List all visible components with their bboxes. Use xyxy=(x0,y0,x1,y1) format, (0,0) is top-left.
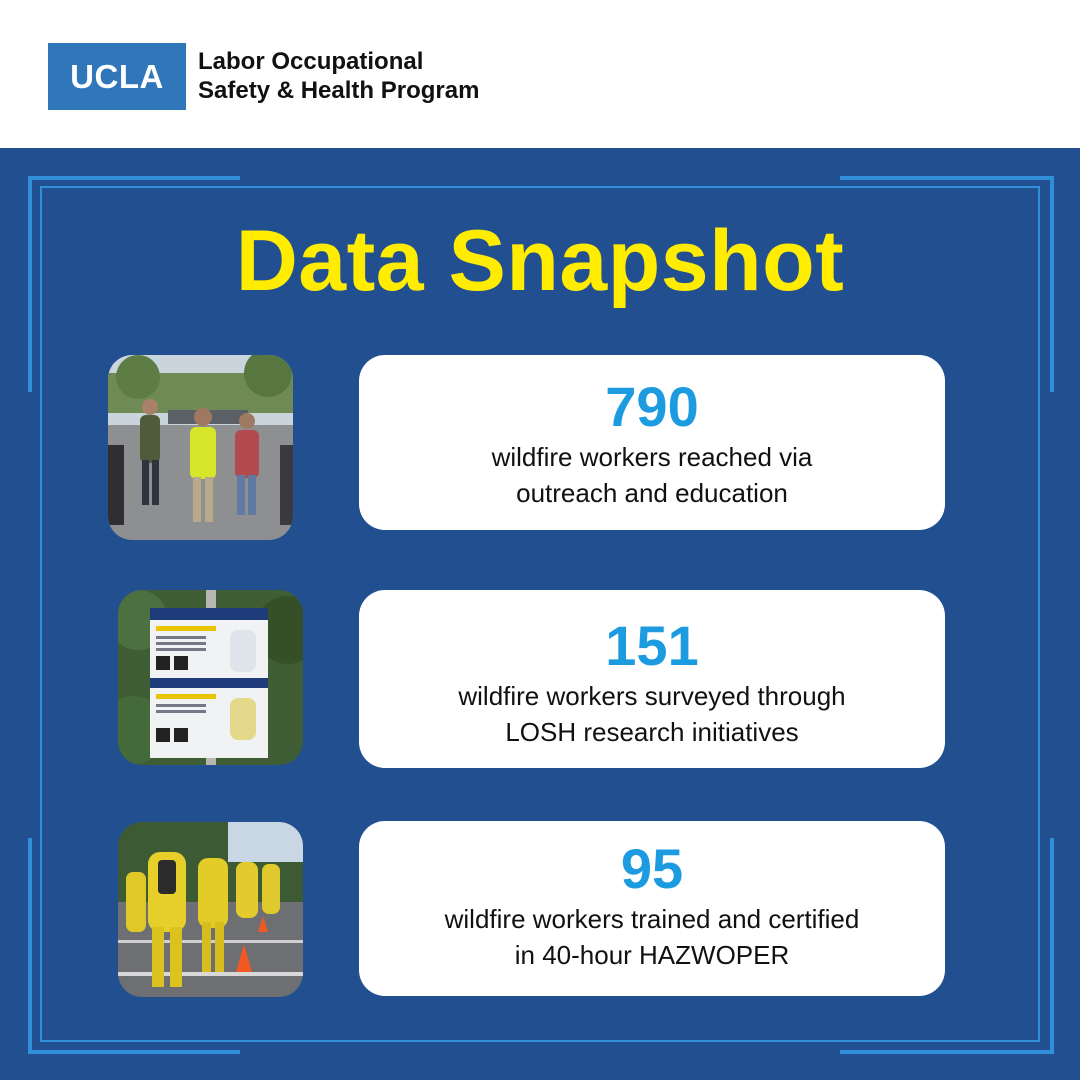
stat-card-outreach xyxy=(359,355,945,530)
frame-inner-left xyxy=(40,186,42,1042)
stat-description: wildfire workers surveyed through LOSH research initiatives xyxy=(458,681,846,747)
hazmat-training-photo-icon xyxy=(118,822,303,997)
stat-value: 790 xyxy=(605,375,699,438)
frame-bottom-right xyxy=(840,1050,1054,1054)
stat-description: wildfire workers reached via outreach and education xyxy=(491,442,813,508)
frame-inner-bottom xyxy=(40,1040,1040,1042)
poster-photo-icon xyxy=(118,590,303,765)
org-name xyxy=(198,47,479,105)
frame-bottom-left xyxy=(28,1050,240,1054)
stat-card-trained xyxy=(359,821,945,996)
frame-right-lower xyxy=(1050,838,1054,1054)
stat-description: wildfire workers trained and certified in 40-hour HAZWOPER xyxy=(444,904,860,970)
stat-value: 95 xyxy=(620,837,684,900)
frame-top-right xyxy=(840,176,1054,180)
ucla-logo: UCLA xyxy=(48,43,186,110)
frame-top-left xyxy=(28,176,240,180)
page-title: Data Snapshot xyxy=(235,213,845,309)
stat-card-surveyed xyxy=(359,590,945,768)
header xyxy=(0,0,1080,148)
frame-inner-top xyxy=(40,186,1040,188)
org-name-line-1: Labor Occupational xyxy=(198,48,424,75)
org-name-line-2: Safety & Health Program xyxy=(198,77,480,104)
frame-inner-right xyxy=(1038,186,1040,1042)
stat-value: 151 xyxy=(605,614,699,677)
frame-left-lower xyxy=(28,838,32,1054)
outreach-photo-icon xyxy=(108,355,293,540)
